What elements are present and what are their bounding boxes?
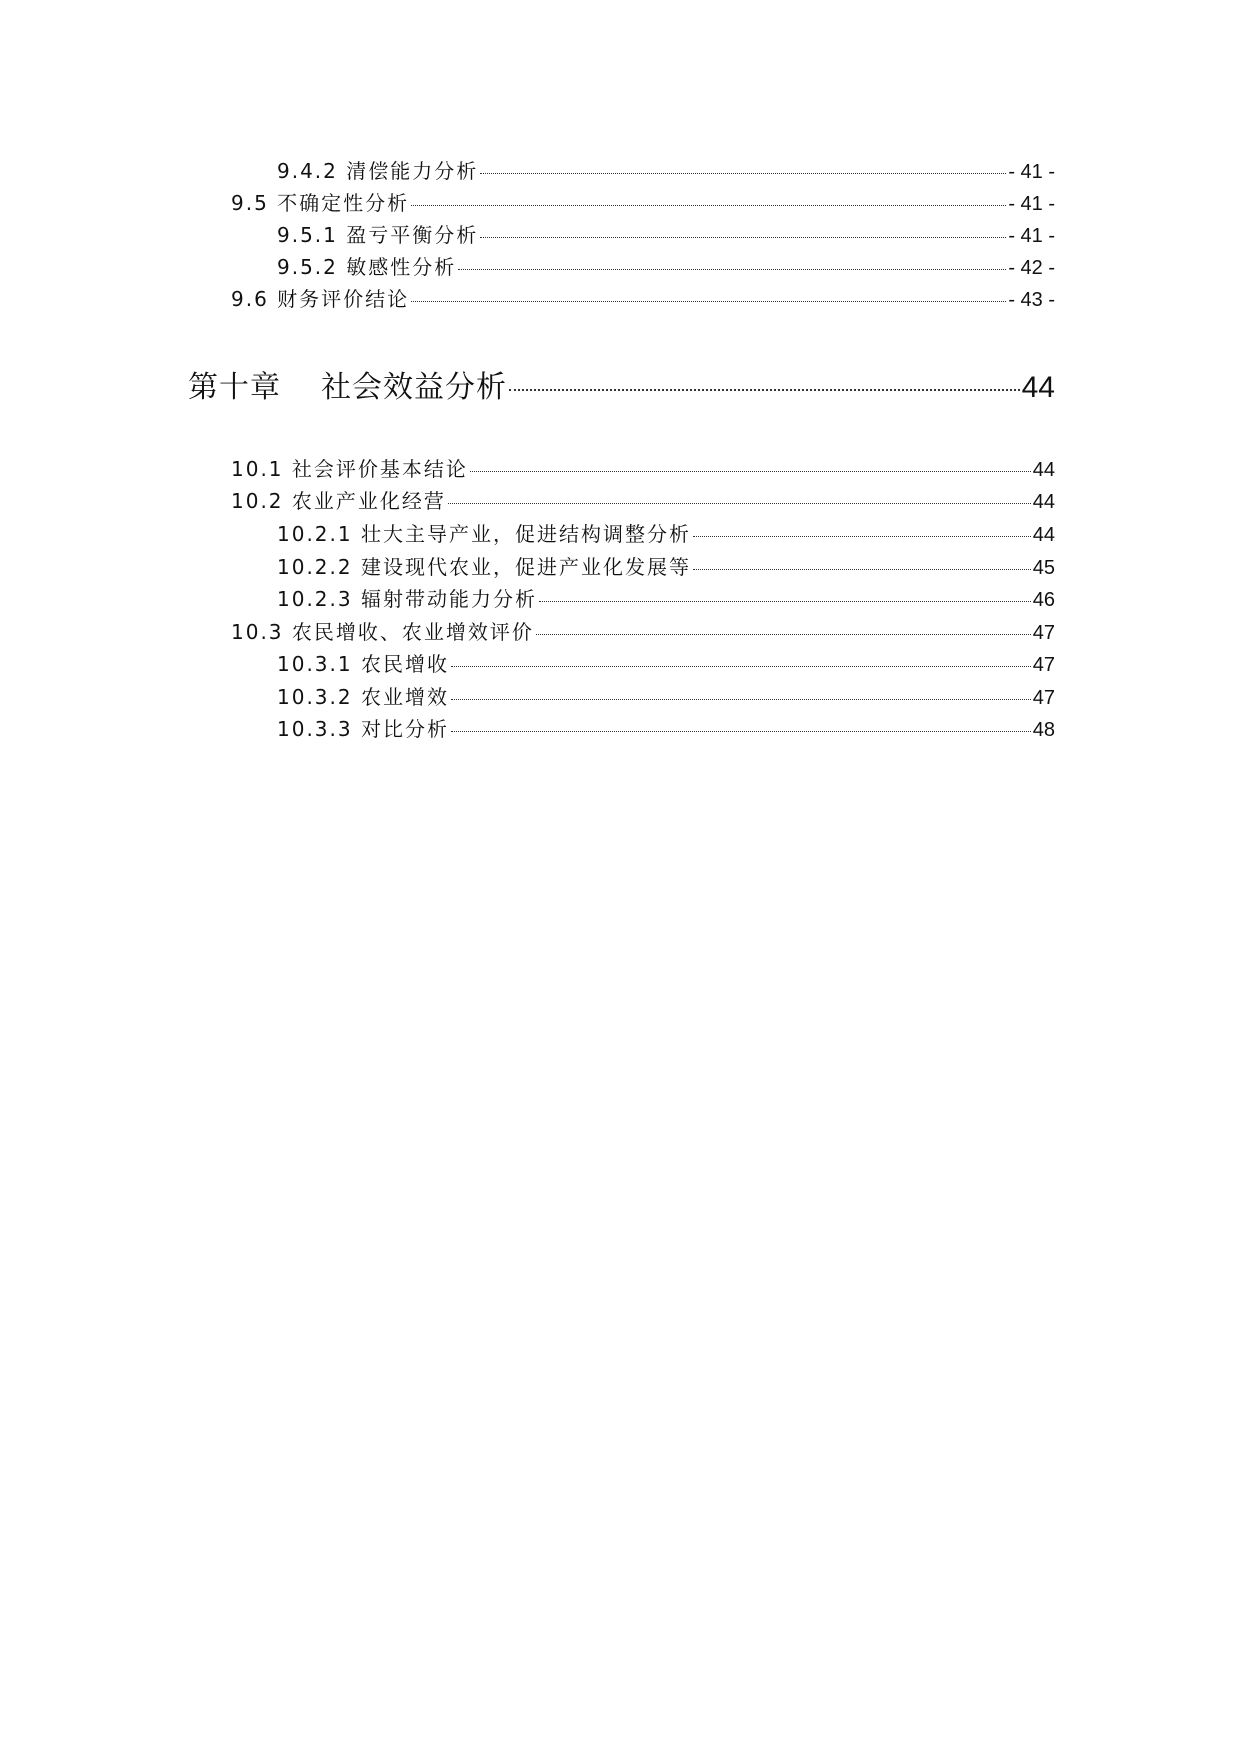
toc-entry-label: 9.6 财务评价结论 bbox=[231, 287, 410, 311]
dot-leader bbox=[539, 601, 1031, 602]
dot-leader bbox=[411, 301, 1006, 302]
toc-entry-10-3[interactable] bbox=[231, 616, 1055, 645]
dot-leader bbox=[693, 569, 1031, 570]
toc-entry-page: 47 bbox=[1032, 654, 1055, 676]
toc-entry-10-2[interactable] bbox=[231, 485, 1055, 514]
chapter-number: 第十章 bbox=[188, 370, 281, 405]
toc-entry-label: 10.3.1 农民增收 bbox=[277, 652, 449, 676]
dot-leader bbox=[411, 205, 1006, 206]
toc-entry-label: 10.3.3 对比分析 bbox=[277, 717, 449, 741]
chapter-title: 社会效益分析 bbox=[321, 370, 507, 405]
toc-entry-label: 10.3.2 农业增效 bbox=[277, 685, 449, 709]
toc-entry-label: 10.2.2 建设现代农业，促进产业化发展等 bbox=[277, 555, 691, 579]
toc-entry-page: 47 bbox=[1032, 687, 1055, 709]
dot-leader bbox=[480, 237, 1006, 238]
chapter-heading bbox=[188, 362, 507, 406]
toc-entry-label: 10.1 社会评价基本结论 bbox=[231, 457, 468, 481]
dot-leader bbox=[451, 666, 1031, 667]
chapter-page: 44 bbox=[1021, 371, 1055, 404]
toc-entry-page: - 41 - bbox=[1008, 225, 1055, 247]
toc-entry-label: 9.5.1 盈亏平衡分析 bbox=[277, 223, 479, 247]
toc-entry-page: - 41 - bbox=[1008, 161, 1055, 183]
toc-entry-10-2-1[interactable] bbox=[277, 518, 1055, 547]
dot-leader bbox=[458, 269, 1006, 270]
dot-leader bbox=[693, 536, 1031, 537]
toc-entry-9-5-1[interactable] bbox=[277, 219, 1055, 248]
toc-entry-page: 47 bbox=[1032, 622, 1055, 644]
dot-leader bbox=[480, 173, 1006, 174]
toc-entry-10-3-2[interactable] bbox=[277, 681, 1055, 710]
toc-chapter-10[interactable] bbox=[188, 362, 1055, 406]
toc-entry-10-2-3[interactable] bbox=[277, 583, 1055, 612]
toc-entry-page: - 42 - bbox=[1008, 257, 1055, 279]
toc-entry-page: 46 bbox=[1032, 589, 1055, 611]
dot-leader bbox=[448, 503, 1031, 504]
toc-entry-10-3-3[interactable] bbox=[277, 713, 1055, 742]
toc-entry-9-5[interactable] bbox=[231, 187, 1055, 216]
dot-leader bbox=[470, 471, 1031, 472]
toc-entry-9-6[interactable] bbox=[231, 283, 1055, 312]
dot-leader bbox=[451, 699, 1031, 700]
toc-entry-10-2-2[interactable] bbox=[277, 551, 1055, 580]
toc-entry-page: - 41 - bbox=[1008, 193, 1055, 215]
dot-leader bbox=[451, 731, 1031, 732]
toc-entry-label: 9.5 不确定性分析 bbox=[231, 191, 410, 215]
toc-entry-page: 44 bbox=[1032, 491, 1055, 513]
toc-entry-9-5-2[interactable] bbox=[277, 251, 1055, 280]
dot-leader bbox=[536, 634, 1031, 635]
toc-entry-9-4-2[interactable] bbox=[277, 155, 1055, 184]
toc-entry-label: 10.2.3 辐射带动能力分析 bbox=[277, 587, 537, 611]
toc-entry-label: 10.2 农业产业化经营 bbox=[231, 489, 446, 513]
toc-entry-page: 44 bbox=[1032, 459, 1055, 481]
toc-entry-label: 10.2.1 壮大主导产业，促进结构调整分析 bbox=[277, 522, 691, 546]
toc-entry-page: 44 bbox=[1032, 524, 1055, 546]
toc-entry-label: 9.5.2 敏感性分析 bbox=[277, 255, 457, 279]
toc-entry-10-3-1[interactable] bbox=[277, 648, 1055, 677]
toc-entry-page: - 43 - bbox=[1008, 289, 1055, 311]
toc-entry-label: 9.4.2 清偿能力分析 bbox=[277, 159, 479, 183]
toc-entry-label: 10.3 农民增收、农业增效评价 bbox=[231, 620, 534, 644]
dot-leader bbox=[509, 389, 1020, 391]
toc-entry-10-1[interactable] bbox=[231, 453, 1055, 482]
toc-entry-page: 45 bbox=[1032, 557, 1055, 579]
toc-entry-page: 48 bbox=[1032, 719, 1055, 741]
